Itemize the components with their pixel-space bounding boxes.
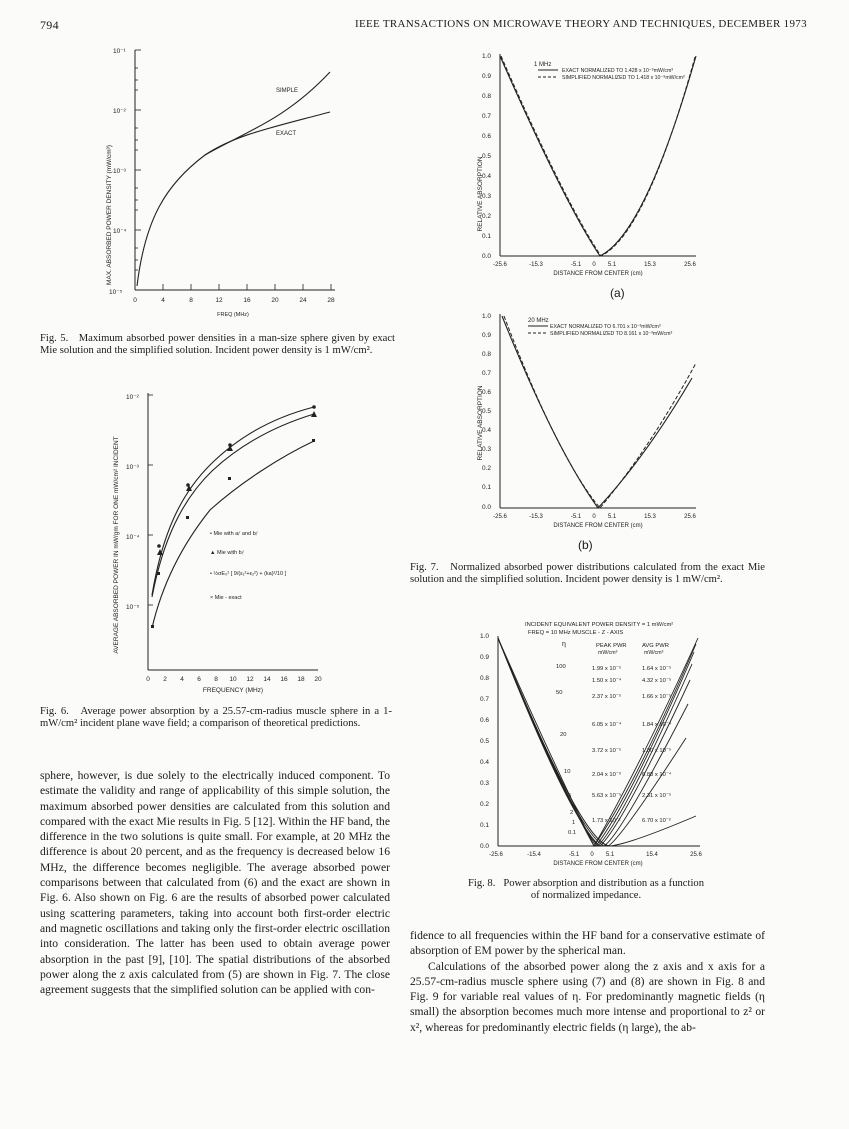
fig5-xtick: 28 bbox=[327, 297, 335, 304]
fig7b-xticks bbox=[493, 514, 696, 520]
fig7b-ytick: 0.1 bbox=[482, 484, 492, 491]
fig7b-chart bbox=[470, 308, 720, 533]
fig7a-xtick: -25.6 bbox=[493, 262, 507, 268]
fig5-caption-text: Maximum absorbed power densities in a man-size sphere given by exact Mie solution and the simplified solution. Incident power density is 1 mW/cm². bbox=[40, 333, 396, 357]
fig7a-xlabel: DISTANCE FROM CENTER (cm) bbox=[553, 271, 643, 276]
fig8-ytick: 0.0 bbox=[480, 843, 490, 850]
fig8-eta: 10 bbox=[564, 769, 571, 775]
body-left-column bbox=[40, 768, 390, 997]
fig7a-ytick: 0.7 bbox=[482, 113, 492, 120]
body-right-column bbox=[410, 928, 765, 1035]
fig7a-ytick: 0.2 bbox=[482, 213, 492, 220]
fig7a-ytick: 0.1 bbox=[482, 233, 492, 240]
journal-header: IEEE TRANSACTIONS ON MICROWAVE THEORY AND TECHNIQUES, DECEMBER 1973 bbox=[355, 18, 807, 30]
fig8-ytick: 0.2 bbox=[480, 801, 490, 808]
fig7a-ytick: 0.6 bbox=[482, 133, 492, 140]
fig7b-xtick: -25.6 bbox=[493, 514, 507, 520]
fig8-eta: 2 bbox=[570, 810, 574, 816]
fig7b-ytick: 0.7 bbox=[482, 370, 492, 377]
fig6-xlabel: FREQUENCY (MHz) bbox=[202, 687, 264, 694]
fig5-ytick: 10⁻⁵ bbox=[109, 289, 123, 296]
fig7b-xlabel: DISTANCE FROM CENTER (cm) bbox=[553, 523, 643, 529]
fig8-col-peak: PEAK PWR bbox=[596, 643, 627, 649]
fig7b-yticks bbox=[482, 313, 491, 511]
fig6-chart bbox=[100, 385, 345, 700]
fig5-ytick: 10⁻⁴ bbox=[113, 228, 127, 235]
fig7b-ytick: 1.0 bbox=[482, 313, 492, 320]
fig8-peak: 2.04 x 10⁻³ bbox=[592, 772, 621, 778]
fig7a-xtick: 25.6 bbox=[684, 262, 696, 268]
fig8-xtick: -25.6 bbox=[489, 852, 503, 858]
fig7a-ylabel: RELATIVE ABSORPTION bbox=[477, 156, 484, 232]
fig8-avg: 1.84 x 10⁻⁴ bbox=[642, 722, 672, 728]
fig7b-legend-simple: SIMPLIFIED NORMALIZED TO 8.161 x 10⁻³mW/cm³ bbox=[550, 331, 673, 337]
fig8-peak: 1.50 x 10⁻⁴ bbox=[592, 678, 622, 684]
fig8-peak: 1.99 x 10⁻⁵ bbox=[592, 666, 622, 672]
fig8-xtick: 5.1 bbox=[605, 852, 615, 858]
fig7b-xtick: 0 bbox=[592, 514, 596, 520]
fig5-xtick: 20 bbox=[271, 297, 279, 304]
fig8-xtick: -5.1 bbox=[568, 852, 580, 858]
fig8-eta: 0.1 bbox=[568, 830, 577, 836]
fig6-ytick: 10⁻³ bbox=[126, 464, 139, 471]
fig8-eta: 5 bbox=[568, 793, 572, 799]
fig5-label-exact: EXACT bbox=[276, 131, 297, 137]
fig8-caption-label: Fig. 8. bbox=[468, 878, 496, 889]
fig5-curve-exact bbox=[137, 112, 330, 286]
fig7b-ytick: 0.0 bbox=[482, 504, 492, 511]
fig6-legend-1: • Mie with aᵢʳ and bᵢʳ bbox=[210, 531, 258, 537]
fig5-xlabel: FREQ (MHz) bbox=[217, 312, 249, 318]
fig7a-xtick: 15.3 bbox=[644, 262, 656, 268]
fig7b-ytick: 0.6 bbox=[482, 389, 492, 396]
fig6-xtick: 8 bbox=[214, 676, 218, 683]
fig8-avg: 1.66 x 10⁻⁵ bbox=[642, 694, 672, 700]
fig6-xtick: 10 bbox=[229, 676, 237, 683]
fig5-xtick: 24 bbox=[299, 297, 307, 304]
fig7a-ytick: 0.4 bbox=[482, 173, 492, 180]
fig7a-xtick: 0 bbox=[592, 262, 596, 268]
fig7b-ytick: 0.4 bbox=[482, 427, 492, 434]
fig6-yticks bbox=[126, 394, 140, 611]
fig5-ytick: 10⁻³ bbox=[113, 168, 126, 175]
fig5-xtick: 8 bbox=[189, 297, 193, 304]
fig8-xticks bbox=[489, 852, 702, 858]
fig7b-sublabel: (b) bbox=[578, 538, 593, 552]
fig8-ytick: 0.5 bbox=[480, 738, 490, 745]
fig6-caption bbox=[40, 706, 392, 731]
fig7a-chart bbox=[470, 44, 720, 276]
fig6-xticks bbox=[146, 676, 322, 683]
fig7a-legend-exact: EXACT NORMALIZED TO 1.428 x 10⁻⁹mW/cm³ bbox=[562, 68, 674, 74]
fig7a-ytick: 1.0 bbox=[482, 53, 492, 60]
fig7a-ytick: 0.8 bbox=[482, 93, 492, 100]
fig8-peak: 2.37 x 10⁻⁵ bbox=[592, 694, 622, 700]
fig7-caption-text: Normalized absorbed power distributions calculated from the exact Mie solution and the simplified solution. Incident power density is 1 mW/cm². bbox=[410, 562, 765, 586]
fig8-xtick: 25.6 bbox=[690, 852, 702, 858]
fig7b-xtick: 5.1 bbox=[607, 514, 617, 520]
fig7b-xtick: 25.6 bbox=[684, 514, 696, 520]
fig7b-freq: 20 MHz bbox=[528, 318, 549, 324]
fig7b-ylabel: RELATIVE ABSORPTION bbox=[477, 385, 484, 461]
fig8-header2: FREQ = 10 MHz MUSCLE - Z - AXIS bbox=[528, 630, 624, 636]
fig7b-ytick: 0.9 bbox=[482, 332, 492, 339]
fig7a-ytick: 0.3 bbox=[482, 193, 492, 200]
fig8-col-avg: AVG PWR bbox=[642, 643, 669, 649]
fig8-peak: 1.73 x 10⁻¹ bbox=[592, 818, 621, 824]
fig5-caption-label: Fig. 5. bbox=[40, 333, 69, 344]
fig8-peak: 3.72 x 10⁻⁵ bbox=[592, 748, 622, 754]
fig6-legend-4: × Mie - exact bbox=[210, 595, 242, 601]
fig5-chart bbox=[95, 40, 355, 325]
fig7a-xtick: -5.1 bbox=[570, 262, 582, 268]
fig6-xtick: 14 bbox=[263, 676, 271, 683]
fig8-xlabel: DISTANCE FROM CENTER (cm) bbox=[553, 861, 643, 867]
fig8-ytick: 0.4 bbox=[480, 759, 490, 766]
fig7b-ytick: 0.8 bbox=[482, 351, 492, 358]
body-left-paragraph: sphere, however, is due solely to the electrically induced component. To estimate the validity and range of applicability of this simple solution, the maximum absorbed power densities are calculated from this solution and compared with the exact Mie results in Fig. 5 [12]. Within the HF band, the difference in the two solutions is quite small. For example, at 20 MHz the difference is about 20 percent, and as the frequency is decreased below 16 MHz, the difference becomes negligible. The average absorbed power comparisons between that calculated from (6) and the exact are shown in Fig. 6. Also shown on Fig. 6 are the results of absorbed power calculated using scattering parameters, taking into account both first-order electric and magnetic oscillations and taking only the first-order electric oscillation into consideration. The latter has been used to obtain average power absorption in the past [9], [10]. The spatial distributions of the absorbed power along the z axis calculated from (5) are shown in Fig. 7. The close agreement suggests that the simplified solution can be applied with con- bbox=[40, 769, 390, 997]
fig7b-xtick: 15.3 bbox=[644, 514, 656, 520]
fig6-caption-text: Average power absorption by a 25.57-cm-radius muscle sphere in a 1-mW/cm² incident plane wave field; a comparison of theoretical predictions. bbox=[40, 706, 392, 730]
fig7a-ytick: 0.5 bbox=[482, 153, 492, 160]
fig8-header1: INCIDENT EQUIVALENT POWER DENSITY = 1 mW/cm² bbox=[525, 622, 674, 628]
fig8-avg: 1.64 x 10⁻⁵ bbox=[642, 666, 672, 672]
fig5-caption bbox=[40, 333, 395, 358]
fig8-peak: 5.63 x 10⁻⁵ bbox=[592, 793, 622, 799]
fig5-ytick: 10⁻² bbox=[113, 108, 126, 115]
fig6-curve-1 bbox=[152, 407, 314, 595]
fig5-curve-simple bbox=[205, 72, 330, 155]
fig7b-ytick: 0.2 bbox=[482, 465, 492, 472]
fig6-ytick: 10⁻² bbox=[126, 394, 139, 401]
fig7-caption bbox=[410, 562, 765, 587]
fig8-ytick: 0.7 bbox=[480, 696, 490, 703]
fig7a-sublabel: (a) bbox=[610, 286, 625, 300]
fig8-eta: 50 bbox=[556, 690, 563, 696]
fig7b-curve-simple bbox=[504, 316, 696, 508]
body-right-paragraph-1: fidence to all frequencies within the HF band for a conservative estimate of absorption of EM power by the spherical man. bbox=[410, 929, 765, 958]
fig7a-freq: 1 MHz bbox=[534, 62, 552, 68]
fig8-avg: 1.80 x 10⁻⁵ bbox=[642, 748, 672, 754]
fig6-xtick: 20 bbox=[314, 676, 322, 683]
fig8-yticks bbox=[480, 633, 489, 850]
fig8-chart bbox=[470, 616, 720, 876]
fig7-caption-label: Fig. 7. bbox=[410, 562, 439, 573]
page-number: 794 bbox=[40, 18, 59, 32]
fig8-ytick: 0.8 bbox=[480, 675, 490, 682]
fig7a-xticks bbox=[493, 262, 696, 268]
fig7b-xtick: -5.1 bbox=[570, 514, 582, 520]
fig5-ytick: 10⁻¹ bbox=[113, 48, 126, 55]
fig5-xtick: 4 bbox=[161, 297, 165, 304]
fig8-caption bbox=[466, 878, 706, 903]
fig8-eta: 20 bbox=[560, 732, 567, 738]
fig8-eta: 100 bbox=[556, 664, 566, 670]
fig6-legend-3: • ½σE₀² [ 9/(ε₁²+ε₂²) + (ka)²/10 ] bbox=[210, 571, 287, 577]
fig8-ytick: 0.6 bbox=[480, 717, 490, 724]
fig6-xtick: 0 bbox=[146, 676, 150, 683]
fig5-xtick: 16 bbox=[243, 297, 251, 304]
fig8-col-peak-unit: mW/cm³ bbox=[598, 650, 618, 656]
fig6-xtick: 2 bbox=[163, 676, 167, 683]
fig7a-curve-simple bbox=[501, 56, 695, 256]
fig8-avg: 4.32 x 10⁻⁵ bbox=[642, 678, 672, 684]
fig8-xtick: 15.4 bbox=[646, 852, 658, 858]
fig8-ytick: 1.0 bbox=[480, 633, 490, 640]
fig8-peak: 6.05 x 10⁻⁴ bbox=[592, 722, 622, 728]
fig7a-legend-simple: SIMPLIFIED NORMALIZED TO 1.418 x 10⁻⁹mW/cm³ bbox=[562, 75, 685, 81]
fig8-ytick: 0.9 bbox=[480, 654, 490, 661]
fig8-avg: 6.70 x 10⁻² bbox=[642, 818, 671, 824]
fig8-caption-text: Power absorption and distribution as a function of normalized impedance. bbox=[503, 878, 704, 902]
fig8-col-eta: η bbox=[562, 641, 566, 648]
fig7b-ytick: 0.3 bbox=[482, 446, 492, 453]
fig8-avg: 6.88 x 10⁻⁴ bbox=[642, 772, 672, 778]
fig6-xtick: 16 bbox=[280, 676, 288, 683]
fig6-ylabel: AVERAGE ABSORBED POWER IN mW/gm FOR ONE mW/cm² INCIDENT bbox=[113, 436, 120, 654]
fig6-caption-label: Fig. 6. bbox=[40, 706, 69, 717]
fig7a-ytick: 0.9 bbox=[482, 73, 492, 80]
fig5-label-simple: SIMPLE bbox=[276, 88, 299, 94]
fig7a-xtick: -15.3 bbox=[529, 262, 543, 268]
fig8-avg: 2.31 x 10⁻⁵ bbox=[642, 793, 672, 799]
fig8-ytick: 0.3 bbox=[480, 780, 490, 787]
fig7b-ytick: 0.5 bbox=[482, 408, 492, 415]
fig7a-xtick: 5.1 bbox=[607, 262, 617, 268]
fig5-xtick: 0 bbox=[133, 297, 137, 304]
fig6-xtick: 18 bbox=[297, 676, 305, 683]
fig6-curve-2 bbox=[152, 414, 314, 597]
body-right-paragraph-2: Calculations of the absorbed power along the z axis and x axis for a 25.57-cm-radius muscle sphere using (7) and (8) are shown in Fig. 8 and Fig. 9 for variable real values of η. For predominantly magnetic fields (η small) the absorption becomes much more intense and proportional to z² or x², whereas for predominantly electric fields (η large), the ab- bbox=[410, 959, 765, 1034]
fig5-xticks bbox=[133, 297, 335, 304]
fig5-ylabel: MAX. ABSORBED POWER DENSITY (mW/cm³) bbox=[106, 144, 113, 286]
fig6-ytick: 10⁻⁴ bbox=[126, 534, 140, 541]
fig6-xtick: 12 bbox=[246, 676, 254, 683]
fig6-legend-2: ▲ Mie with bᵢʳ bbox=[210, 550, 244, 556]
fig7b-xtick: -15.3 bbox=[529, 514, 543, 520]
fig7b-legend-exact: EXACT NORMALIZED TO 6.701 x 10⁻³mW/cm³ bbox=[550, 324, 661, 330]
fig7a-curve-exact bbox=[500, 56, 696, 256]
fig5-xtick: 12 bbox=[215, 297, 223, 304]
fig8-eta: 1 bbox=[572, 820, 576, 826]
fig8-col-avg-unit: mW/cm³ bbox=[644, 650, 664, 656]
fig7b-curve-exact bbox=[502, 316, 692, 508]
fig6-xtick: 6 bbox=[197, 676, 201, 683]
fig6-xtick: 4 bbox=[180, 676, 184, 683]
fig8-ytick: 0.1 bbox=[480, 822, 490, 829]
fig8-xtick: -15.4 bbox=[527, 852, 541, 858]
fig8-xtick: 0 bbox=[590, 852, 594, 858]
fig6-ytick: 10⁻⁵ bbox=[126, 604, 140, 611]
fig7a-ytick: 0.0 bbox=[482, 253, 492, 260]
